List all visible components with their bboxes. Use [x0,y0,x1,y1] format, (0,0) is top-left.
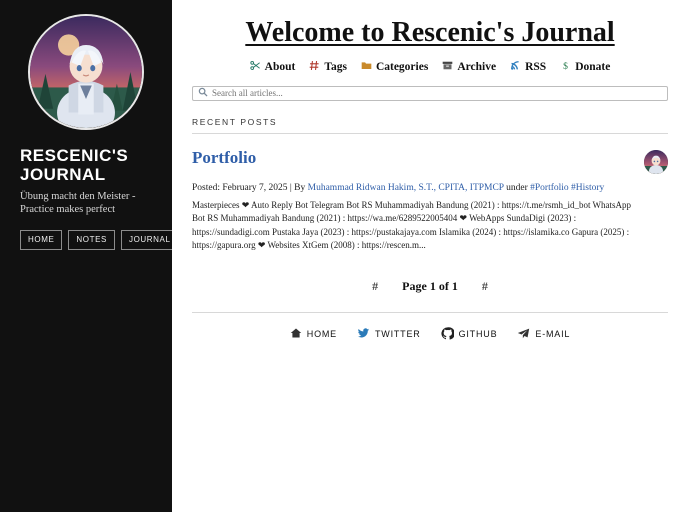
post-meta-prefix: Posted: February 7, 2025 | By [192,182,308,193]
footer-github[interactable] [441,327,498,342]
main-content [172,0,688,512]
post-excerpt: Masterpieces ❤ Auto Reply Bot Telegram Bot RS Muhammadiyah Bandung (2021) : https://t.me/rsmh_id_bot WhatsApp Bot RS Muhammadiyah Bandung (2021) : https://wa.me/6289522005404 ❤ WebApps SundaDigi (2023) : https://sundadigi.com Pustaka Jaya (2023) : https://pustakajaya.com Islamika (2024) : https://islamika.co Gapura (2025) : https://gapura.org ❤ Websites XtGem (2008) : https://rescen.m... [192,199,632,251]
post-meta [192,182,634,195]
nav-about-label: About [264,61,296,74]
top-navigation [192,60,668,75]
page-title: Welcome to Rescenic's Journal [245,17,615,48]
post-categories-link[interactable]: #Portfolio #History [530,182,605,193]
footer-github-label: GITHUB [458,329,498,340]
divider-bottom [192,312,668,313]
svg-text:$: $ [563,60,569,71]
pagination-next[interactable]: # [481,278,488,293]
nav-rss-label: RSS [525,61,547,74]
twitter-icon [357,327,370,342]
scissors-icon [250,60,261,75]
footer-email-label: E-MAIL [535,329,571,340]
home-icon [290,327,302,341]
footer-home-label: HOME [306,329,337,340]
footer-twitter[interactable] [357,327,421,342]
search-icon [198,85,208,101]
nav-donate[interactable] [560,60,610,75]
sidebar-item-journal[interactable]: JOURNAL [121,230,179,250]
pagination-prev[interactable]: # [372,278,379,293]
nav-categories[interactable] [361,60,428,75]
footer-twitter-label: TWITTER [374,329,421,340]
site-tagline: Übung macht den Meister - Practice makes perfect [20,191,136,215]
github-icon [441,327,454,342]
email-icon [517,327,530,342]
avatar [28,14,144,130]
avatar-illustration [30,16,142,128]
dollar-icon [560,60,571,75]
hash-icon [309,60,320,75]
nav-donate-label: Donate [575,61,611,74]
pagination [192,279,668,294]
search-input[interactable] [208,88,662,98]
post-author-avatar [644,150,668,174]
pagination-label: Page 1 of 1 [402,278,458,293]
footer-email[interactable] [517,327,570,342]
nav-rss[interactable] [510,60,546,75]
sidebar [0,0,172,512]
divider-top [192,133,668,134]
sidebar-item-notes[interactable]: NOTES [68,230,115,250]
search-bar[interactable] [192,86,668,101]
nav-tags[interactable] [309,60,347,75]
post-title-link[interactable]: Portfolio [192,147,257,167]
footer-links [192,327,668,342]
sidebar-item-home[interactable]: HOME [20,230,62,250]
nav-categories-label: Categories [375,61,429,74]
nav-archive[interactable] [442,60,496,75]
sidebar-nav [20,230,171,250]
post-author-link[interactable]: Muhammad Ridwan Hakim, S.T., CPITA, ITPMCP [307,182,504,193]
nav-about[interactable] [250,60,296,75]
avatar-illustration-small [644,150,668,174]
archive-icon [442,60,453,75]
recent-posts-heading: RECENT POSTS [192,116,278,127]
rss-icon [510,60,521,75]
post-meta-mid: under [503,182,531,193]
site-title: RESCENIC'S JOURNAL [20,146,129,184]
folder-icon [361,60,372,75]
footer-home[interactable] [290,327,337,341]
nav-tags-label: Tags [324,61,347,74]
post-item [192,148,668,253]
nav-archive-label: Archive [457,61,497,74]
